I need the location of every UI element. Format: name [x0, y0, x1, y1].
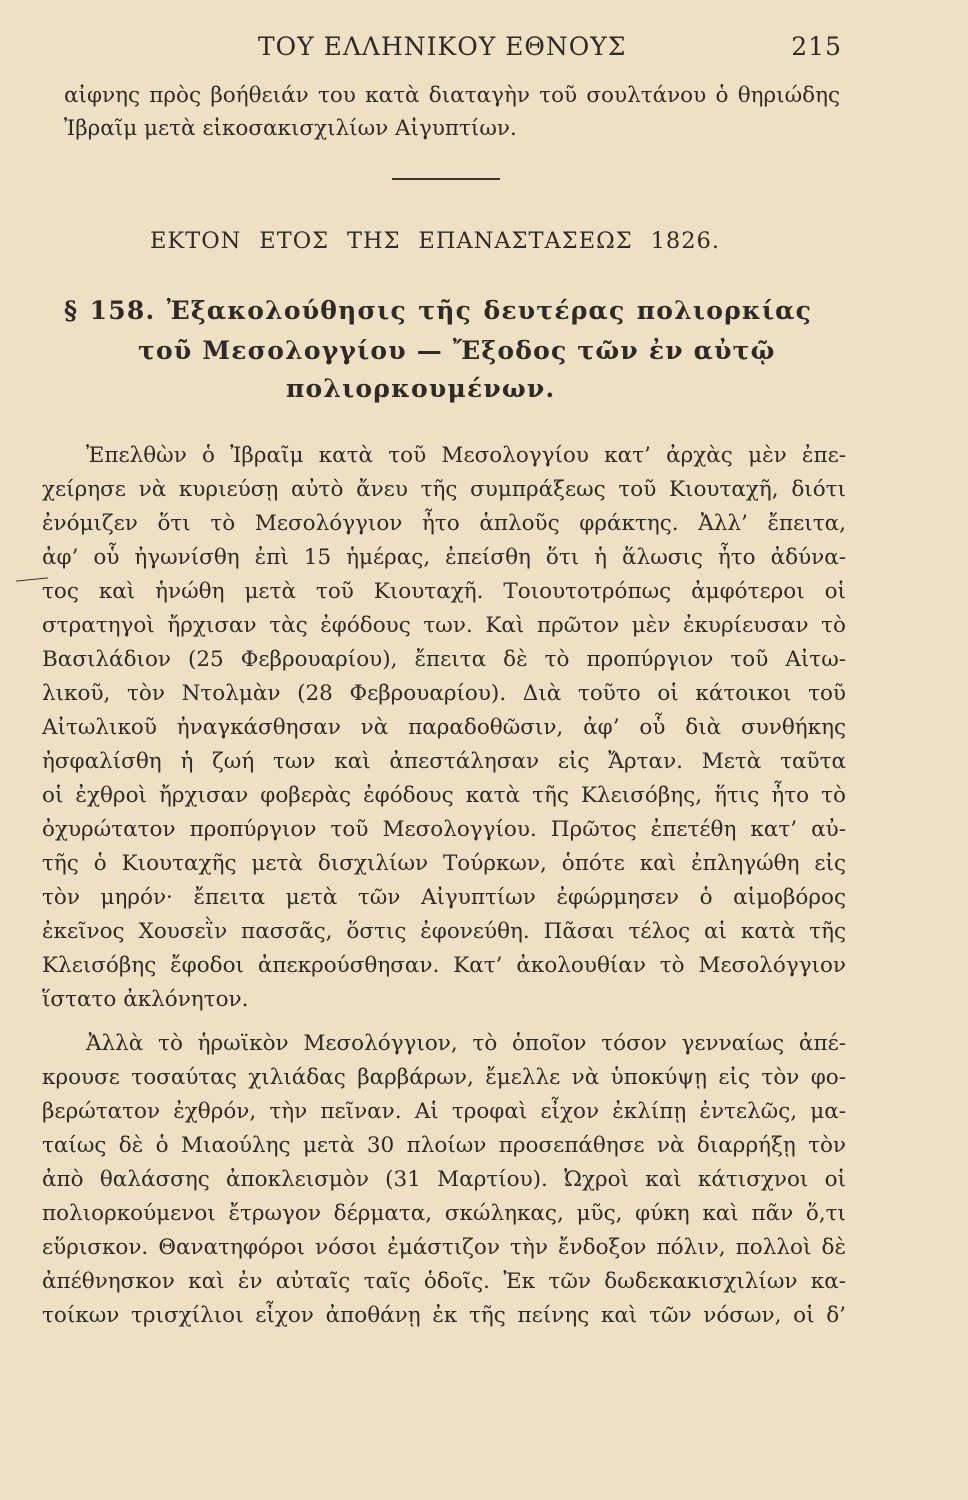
text-line: τοίκων τρισχίλιοι εἶχον ἀποθάνῃ ἐκ τῆς πείνης καὶ τῶν νόσων, οἱ δ’	[42, 1303, 846, 1328]
section-heading-line: τοῦ Μεσολογγίου — Ἔξοδος τῶν ἐν αὐτῷ	[138, 336, 776, 365]
text-line: τῆς ὁ Κιουταχῆς μετὰ δισχιλίων Τούρκων, ὁπότε καὶ ἐπληγώθη εἰς	[42, 851, 846, 876]
text-line: κρουσε τοσαύτας χιλιάδας βαρβάρων, ἔμελλε νὰ ὑποκύψῃ εἰς τὸν φο-	[42, 1065, 846, 1090]
text-line: τος καὶ ἡνώθη μετὰ τοῦ Κιουταχῆ. Τοιουτοτρόπως ἀμφότεροι οἱ	[42, 579, 846, 604]
running-head	[258, 32, 842, 66]
text-line: στρατηγοὶ ἤρχισαν τὰς ἐφόδους των. Καὶ πρῶτον μὲν ἐκυρίευσαν τὸ	[42, 613, 846, 638]
text-line: ἠσφαλίσθη ἡ ζωή των καὶ ἀπεστάλησαν εἰς Ἄρταν. Μετὰ ταῦτα	[42, 749, 846, 774]
text-line: ἐκεῖνος Χουσεῒν πασσᾶς, ὅστις ἐφονεύθη. Πᾶσαι τέλος αἱ κατὰ τῆς	[42, 919, 846, 944]
section-heading-line: πολιορκουμένων.	[286, 374, 556, 403]
section-divider	[392, 178, 500, 180]
text-line: λικοῦ, τὸν Ντολμὰν (28 Φεβρουαρίου). Διὰ τοῦτο οἱ κάτοικοι τοῦ	[42, 681, 846, 706]
text-line: Αἰτωλικοῦ ἠναγκάσθησαν νὰ παραδοθῶσιν, ἀφ’ οὗ διὰ συνθήκης	[42, 715, 846, 740]
text-line: ἀπὸ θαλάσσης ἀποκλεισμὸν (31 Μαρτίου). Ὠχροὶ καὶ κάτισχνοι οἱ	[42, 1167, 846, 1192]
text-line: ἀπέθνησκον καὶ ἐν αὐταῖς ταῖς ὁδοῖς. Ἐκ τῶν δωδεκακισχιλίων κα-	[42, 1269, 846, 1294]
year-heading: ΕΚΤΟΝ ΕΤΟΣ ΤΗΣ ΕΠΑΝΑΣΤΑΣΕΩΣ 1826.	[150, 228, 720, 254]
text-line: Κλεισόβης ἔφοδοι ἀπεκρούσθησαν. Κατ’ ἀκολουθίαν τὸ Μεσολόγγιον	[42, 953, 846, 978]
text-line: χείρησε νὰ κυριεύσῃ αὐτὸ ἄνευ τῆς συμπράξεως τοῦ Κιουταχῆ, διότι	[42, 477, 846, 502]
text-line: εὕρισκον. Θανατηφόροι νόσοι ἐμάστιζον τὴν ἔνδοξον πόλιν, πολλοὶ δὲ	[42, 1235, 846, 1260]
text-line: οἱ ἐχθροὶ ἤρχισαν φοβερὰς ἐφόδους κατὰ τῆς Κλεισόβης, ἥτις ἦτο τὸ	[42, 783, 846, 808]
text-line: ταίως δὲ ὁ Μιαούλης μετὰ 30 πλοίων προσεπάθησε νὰ διαρρήξῃ τὸν	[42, 1133, 846, 1158]
text-line: Ἐπελθὼν ὁ Ἰβραῖμ κατὰ τοῦ Μεσολογγίου κατ’ ἀρχὰς μὲν ἐπε-	[86, 443, 846, 468]
text-line: ἀφ’ οὗ ἠγωνίσθη ἐπὶ 15 ἡμέρας, ἐπείσθη ὅτι ἡ ἅλωσις ἦτο ἀδύνα-	[42, 545, 846, 570]
text-line: τὸν μηρόν· ἔπειτα μετὰ τῶν Αἰγυπτίων ἐφώρμησεν ὁ αἱμοβόρος	[42, 885, 846, 910]
section-heading-line: § 158. Ἐξακολούθησις τῆς δευτέρας πολιορκίας	[64, 296, 812, 325]
opening-line: Ἰβραῖμ μετὰ εἰκοσακισχιλίων Αἰγυπτίων.	[64, 116, 517, 141]
text-line: ὀχυρώτατον προπύργιον τοῦ Μεσολογγίου. Πρῶτος ἐπετέθη κατ’ αὐ-	[42, 817, 846, 842]
running-title: ΤΟΥ ΕΛΛΗΝΙΚΟΥ ΕΘΝΟΥΣ	[258, 32, 627, 61]
text-line: βερώτατον ἐχθρόν, τὴν πεῖναν. Αἱ τροφαὶ εἶχον ἐκλίπῃ ἐντελῶς, μα-	[42, 1099, 846, 1124]
text-line: πολιορκούμενοι ἔτρωγον δέρματα, σκώληκας, μῦς, φύκη καὶ πᾶν ὅ,τι	[42, 1201, 846, 1226]
page-number: 215	[791, 32, 842, 61]
text-line: ἐνόμιζεν ὅτι τὸ Μεσολόγγιον ἦτο ἁπλοῦς φράκτης. Ἀλλ’ ἔπειτα,	[42, 511, 846, 536]
opening-line: αἰφνης πρὸς βοήθειάν του κατὰ διαταγὴν τοῦ σουλτάνου ὁ θηριώδης	[64, 83, 840, 108]
text-line: ἵστατο ἀκλόνητον.	[42, 987, 249, 1012]
text-line: Βασιλάδιον (25 Φεβρουαρίου), ἔπειτα δὲ τὸ προπύργιον τοῦ Αἰτω-	[42, 647, 846, 672]
text-line: Ἀλλὰ τὸ ἡρωϊκὸν Μεσολόγγιον, τὸ ὁποῖον τόσον γενναίως ἀπέ-	[86, 1031, 846, 1056]
